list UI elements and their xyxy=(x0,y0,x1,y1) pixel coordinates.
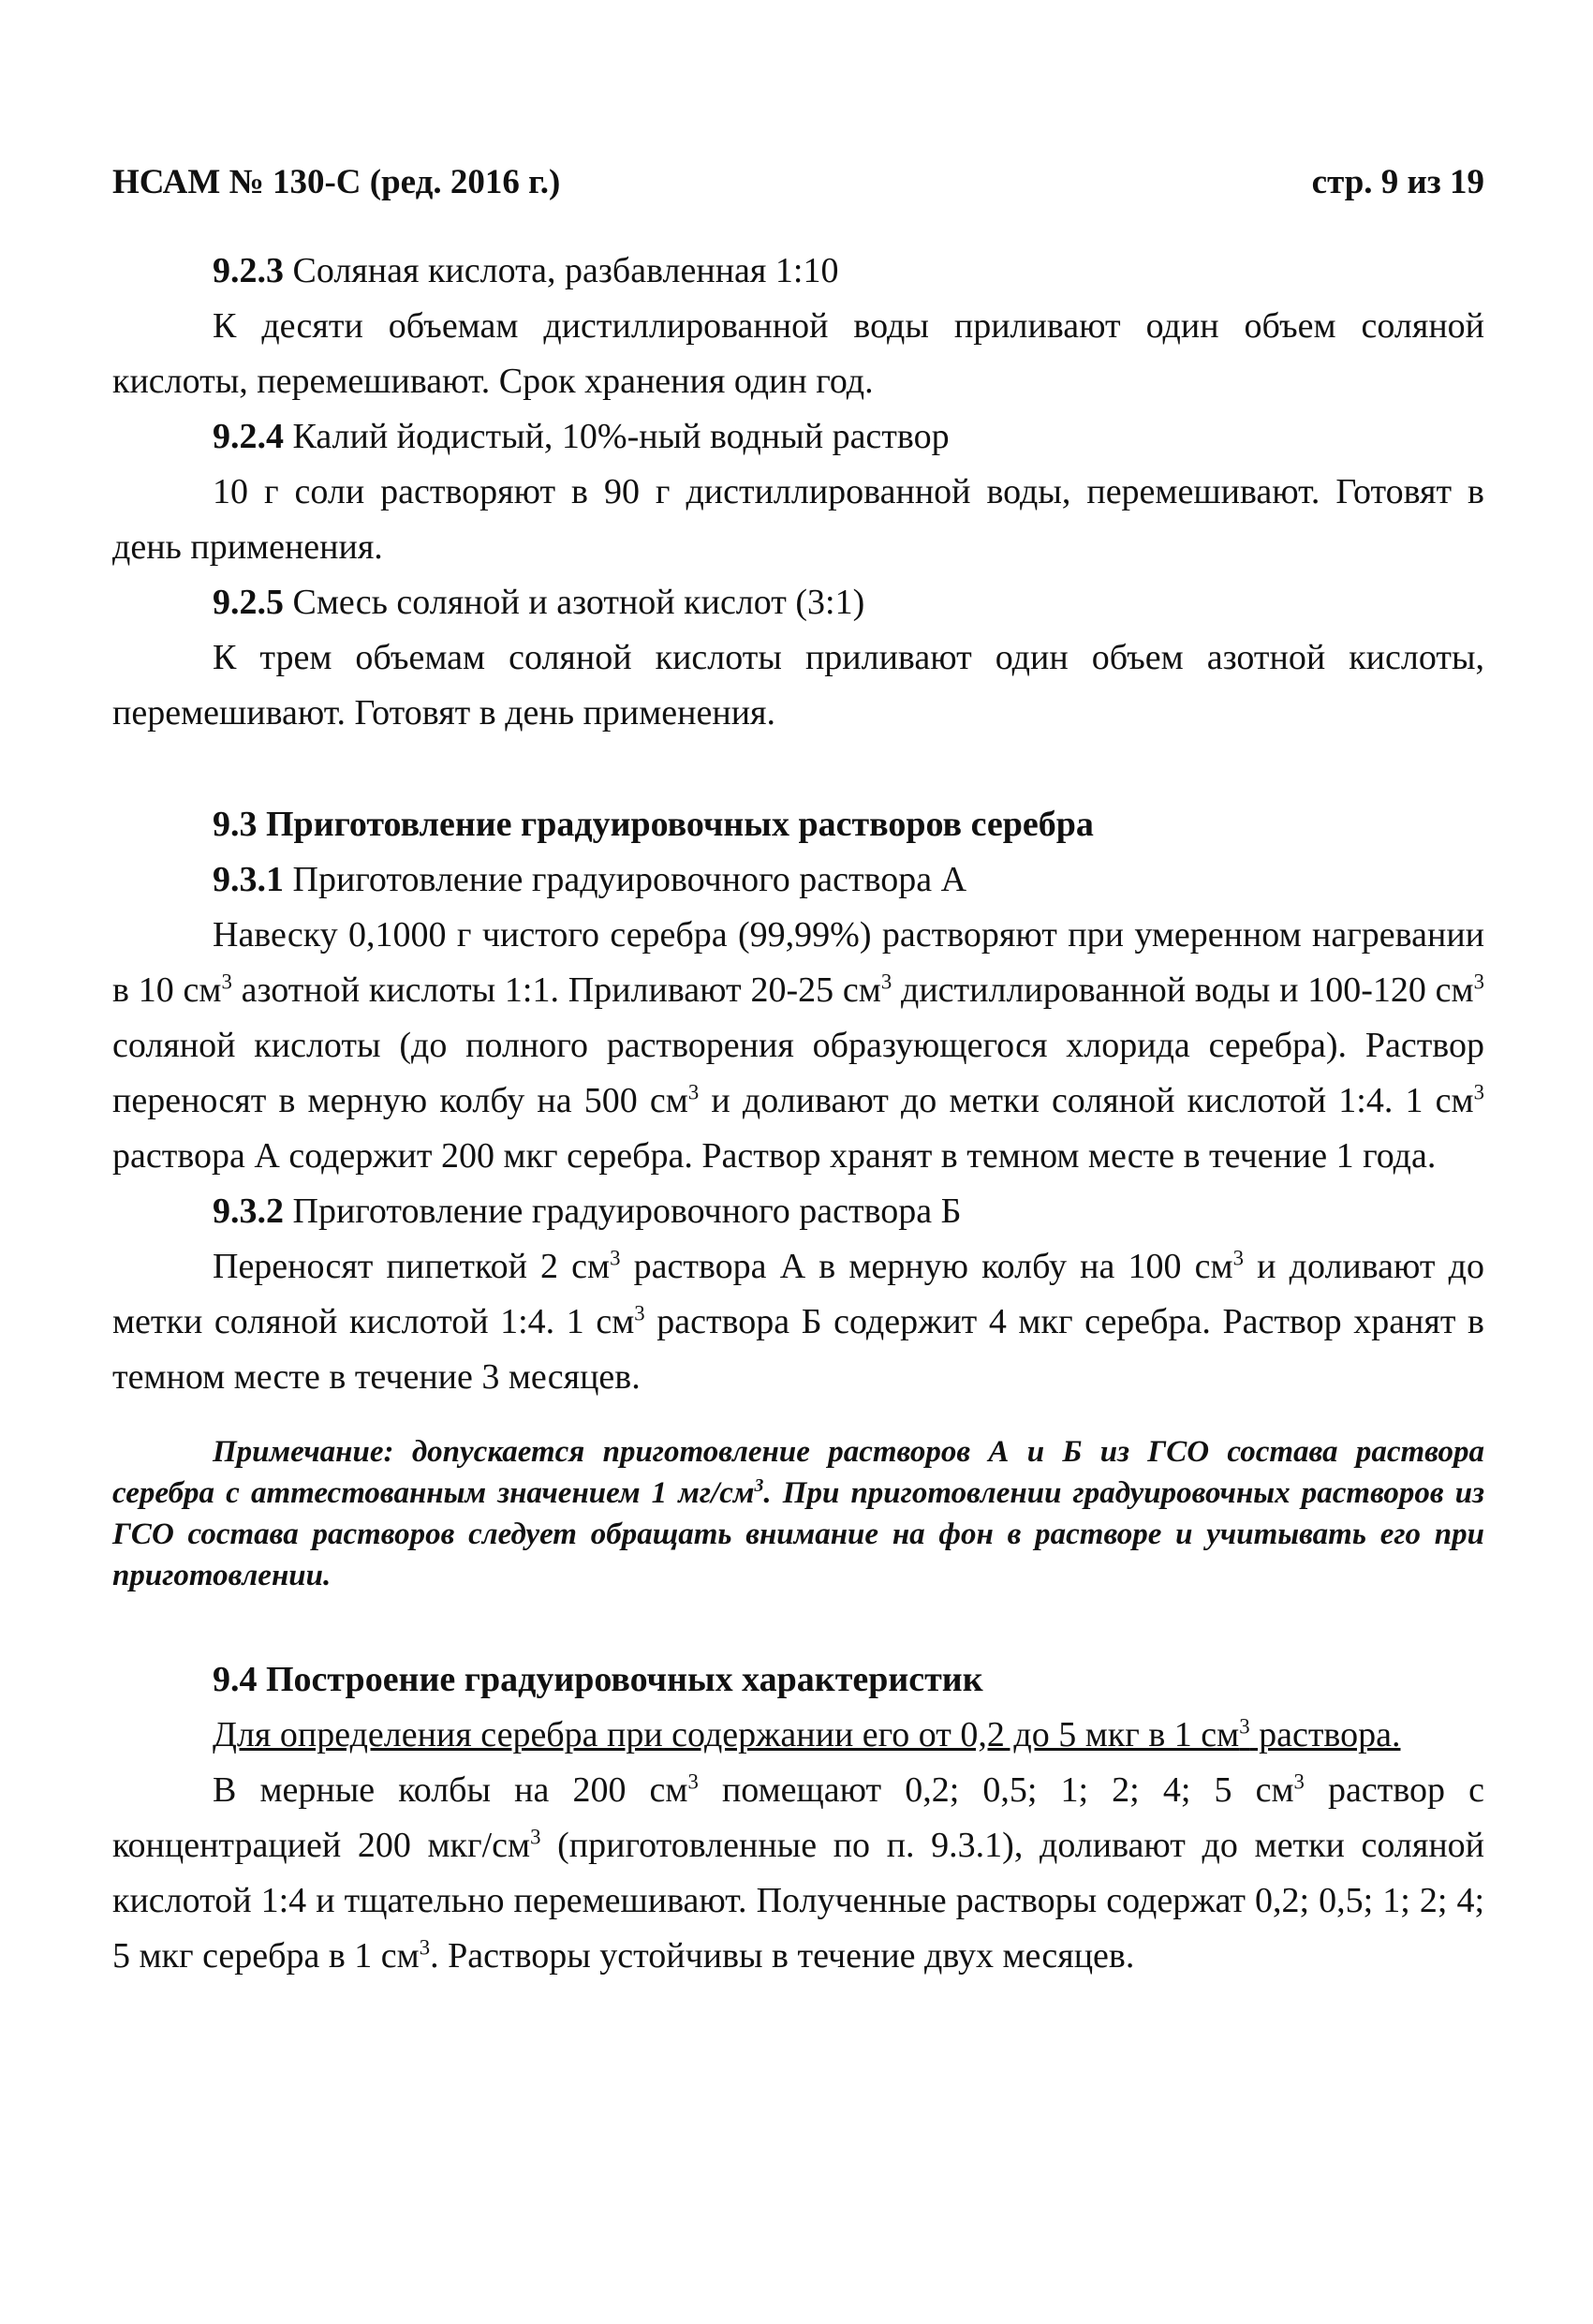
subsection-925-heading: 9.2.5 Смесь соляной и азотной кислот (3:1) xyxy=(213,583,865,622)
document-code: НСАМ № 130-С (ред. 2016 г.) xyxy=(112,163,561,201)
subsection-931-heading: 9.3.1 Приготовление градуировочного раствора А xyxy=(213,860,967,899)
subsection-932-heading: 9.3.2 Приготовление градуировочного раствора Б xyxy=(213,1192,962,1231)
document-page xyxy=(112,159,1484,1984)
section-94-title: 9.4 Построение градуировочных характеристик xyxy=(213,1660,983,1699)
section-93-title: 9.3 Приготовление градуировочных растворов серебра xyxy=(213,805,1094,844)
subsection-923-text: К десяти объемам дистиллированной воды приливают один объем соляной кислоты, перемешивают. Срок хранения один год. xyxy=(112,306,1484,401)
section-94-text: В мерные колбы на 200 $см^3$ помещают 0,2; 0,5; 1; 2; 4; 5 $см^3$ раствор с концентрацией 200 мкг/$см^3$ (приготовленные по п. 9.3.1), доливают до метки соляной кислотой 1:4 и тщательно перемешивают. Полученные растворы содержат 0,2; 0,5; 1; 2; 4; 5 мкг серебра в 1 $см^3$. Растворы устойчивы в течение двух месяцев. xyxy=(112,1769,1485,1976)
section-94-range-line: Для определения серебра при содержании его от 0,2 до 5 мкг в 1 $см^3$ раствора. xyxy=(213,1714,1401,1754)
subsection-932-text: Переносят пипеткой 2 $см^3$ раствора А в мерную колбу на 100 $см^3$ и доливают до метки соляной кислотой 1:4. 1 $см^3$ раствора Б содержит 4 мкг серебра. Раствор хранят в темном месте в течение 3 месяцев. xyxy=(112,1246,1485,1397)
subsection-924-heading: 9.2.4 Калий йодистый, 10%-ный водный раствор xyxy=(213,417,950,456)
subsection-923-heading: 9.2.3 Соляная кислота, разбавленная 1:10 xyxy=(213,251,839,290)
page-number: стр. 9 из 19 xyxy=(1311,163,1484,201)
page-header xyxy=(112,159,1484,206)
subsection-925-text: К трем объемам соляной кислоты приливают один объем азотной кислоты, перемешивают. Готовят в день применения. xyxy=(112,638,1484,733)
subsection-924-text: 10 г соли растворяют в 90 г дистиллированной воды, перемешивают. Готовят в день применения. xyxy=(112,472,1484,567)
note-paragraph: Примечание: допускается приготовление растворов А и Б из ГСО состава раствора серебра с аттестованным значением 1 $мг/см^3$. При приготовлении градуировочных растворов из ГСО состава растворов следует обращать внимание на фон в растворе и учитывать его при приготовлении. xyxy=(112,1435,1485,1592)
subsection-931-text: Навеску 0,1000 г чистого серебра (99,99%) растворяют при умеренном нагревании в 10 $см^3$ азотной кислоты 1:1. Приливают 20-25 $см^3$ дистиллированной воды и 100-120 $см^3$ соляной кислоты (до полного растворения образующегося хлорида серебра). Раствор переносят в мерную колбу на 500 $см^3$ и доливают до метки соляной кислотой 1:4. 1 $см^3$ раствора А содержит 200 мкг серебра. Раствор хранят в темном месте в течение 1 года. xyxy=(112,915,1484,1176)
note-label: Примечание: xyxy=(213,1435,394,1469)
